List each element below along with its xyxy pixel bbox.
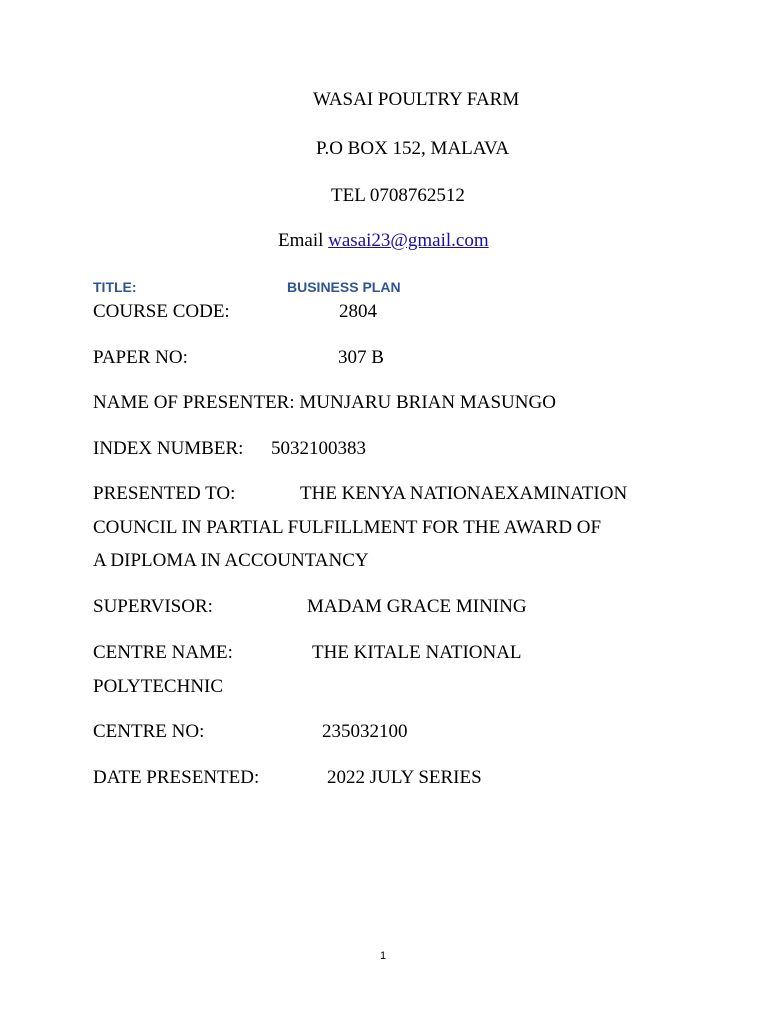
email-link[interactable]: wasai23@gmail.com xyxy=(328,230,489,251)
date-presented-value: 2022 JULY SERIES xyxy=(327,767,482,788)
centre-name-line2: POLYTECHNIC xyxy=(93,676,224,697)
index-number-label: INDEX NUMBER: xyxy=(93,438,244,459)
presented-to-value: THE KENYA NATIONAEXAMINATION xyxy=(300,483,628,504)
presented-to-line3: A DIPLOMA IN ACCOUNTANCY xyxy=(93,550,369,571)
supervisor-label: SUPERVISOR: xyxy=(93,596,213,617)
page-number: 1 xyxy=(380,950,387,962)
centre-no-value: 235032100 xyxy=(322,721,408,742)
email-line xyxy=(278,231,489,250)
date-presented-label: DATE PRESENTED: xyxy=(93,767,260,788)
org-address: P.O BOX 152, MALAVA xyxy=(316,138,510,159)
title-label: TITLE: xyxy=(93,279,137,295)
paper-no-label: PAPER NO: xyxy=(93,347,188,368)
presented-to-line2: COUNCIL IN PARTIAL FULFILLMENT FOR THE AWARD OF xyxy=(93,517,602,538)
email-label: Email xyxy=(278,230,324,251)
course-code-label: COURSE CODE: xyxy=(93,301,230,322)
index-number-value: 5032100383 xyxy=(271,438,366,459)
paper-no-value: 307 B xyxy=(338,347,384,368)
org-telephone: TEL 0708762512 xyxy=(331,185,465,206)
centre-name-value: THE KITALE NATIONAL xyxy=(312,642,522,663)
title-value: BUSINESS PLAN xyxy=(287,279,401,295)
supervisor-value: MADAM GRACE MINING xyxy=(307,596,527,617)
centre-name-label: CENTRE NAME: xyxy=(93,642,233,663)
presented-to-label: PRESENTED TO: xyxy=(93,483,236,504)
centre-no-label: CENTRE NO: xyxy=(93,721,205,742)
course-code-value: 2804 xyxy=(339,301,377,322)
presenter-line: NAME OF PRESENTER: MUNJARU BRIAN MASUNGO xyxy=(93,392,556,413)
org-name: WASAI POULTRY FARM xyxy=(313,89,520,110)
